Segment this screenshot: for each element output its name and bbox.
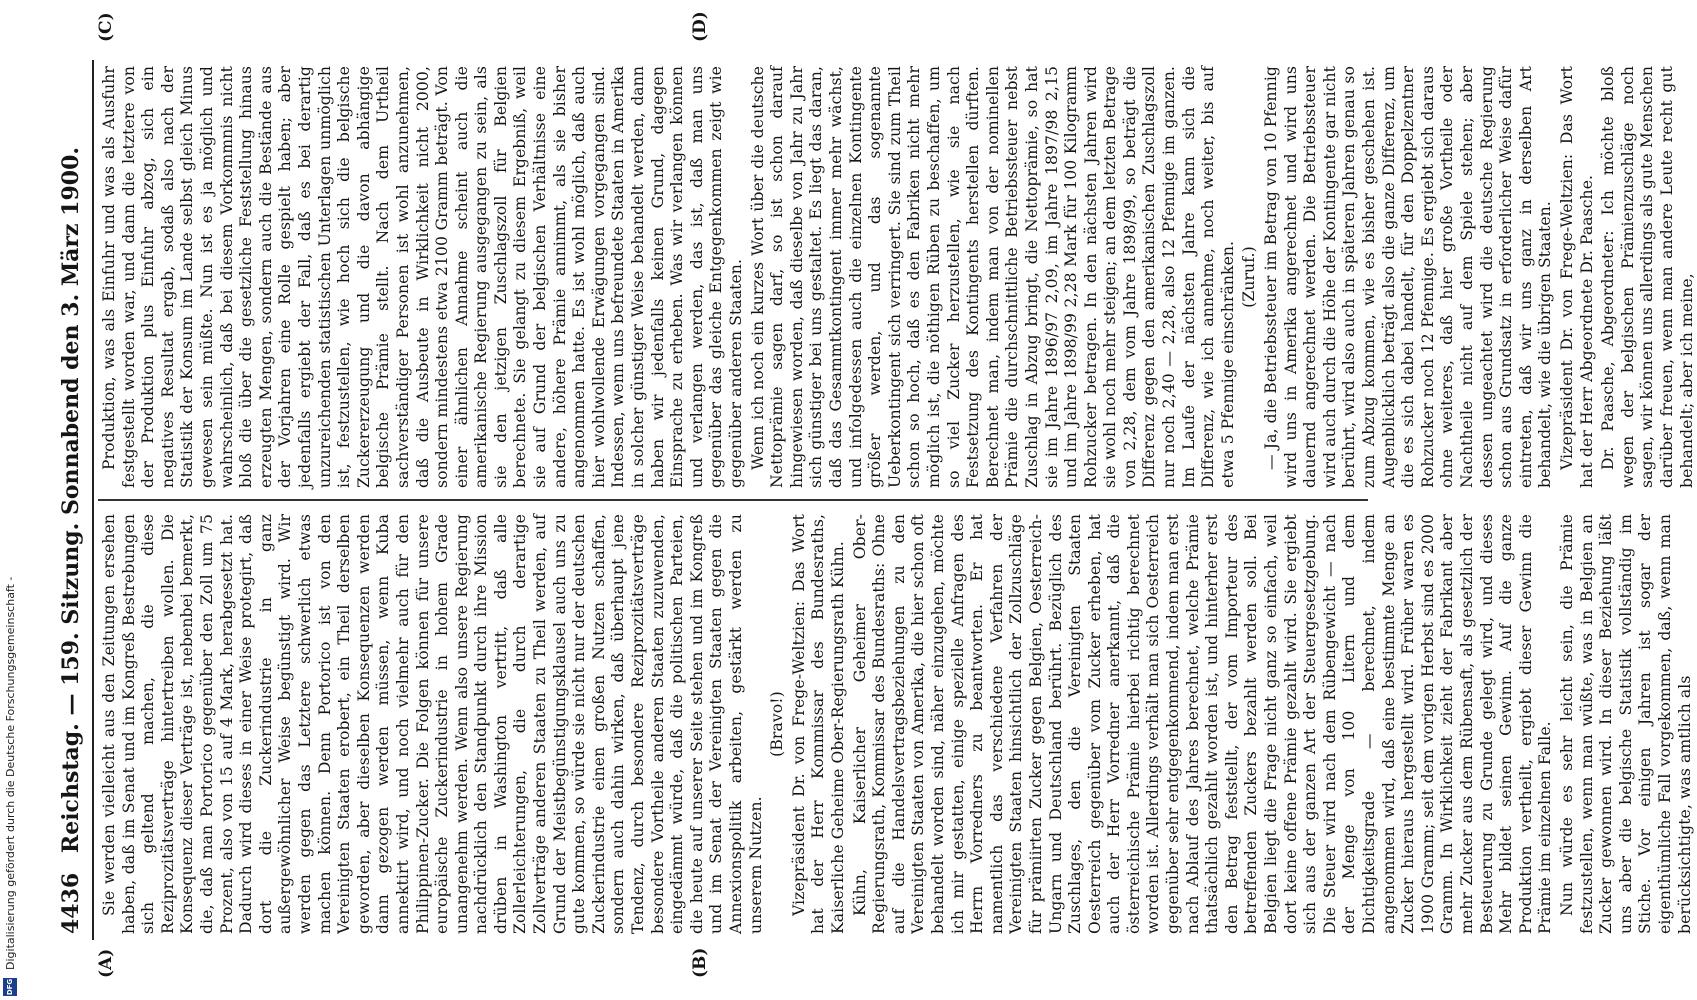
paragraph: Dr. Paasche, Abgeordneter: Ich möchte bloß wegen der belgischen Prämienzuschläge noch sagen, wir können uns allerdings als gute Menschen darüber freuen, wenn man andere Leute recht gut behandelt; aber ich meine, [1599, 66, 1696, 488]
left-column [100, 513, 1694, 934]
interjection: (Bravo!) [768, 691, 787, 757]
digitisation-note: Digitalisierung gefördert durch die Deutsche Forschungsgemeinschaft - [4, 576, 17, 970]
speaker-intro: Vizepräsident Dr. von Frege-Weltzien: Das Wort hat der Herr Kommissar des Bundesraths, Kaiserliche Geheime Ober-Regierungsrath Kühn. [789, 514, 847, 934]
paragraph: Wenn ich noch ein kurzes Wort über die deutsche Nettoprämie sagen darf, so ist schon darauf hingewiesen worden, daß dieselbe von Jahr zu Jahr sich günstiger bei uns gestaltet. Es liegt das daran, daß das Gesammtkontingent immer mehr wächst, und infolgedessen auch die einzelnen Kontingente größer werden, und das sogenannte Ueberkontingent sich verringert. Sie sind zum Theil schon so hoch, daß es den Fabriken nicht mehr möglich ist, die nöthigen Rüben zu beschaffen, um so viel Zucker herzustellen, wie sie nach Festsetzung des Kontingents herstellen dürften. Berechnet man, indem man von der nominellen Prämie die durchschnittliche Betriebssteuer nebst Zuschlag in Abzug bringt, die Nettoprämie, so hat sie im Jahre 1896/97 2,09, im Jahre 1897/98 2,15 und im Jahre 1898/99 2,28 Mark für 100 Kilogramm Rohzucker betragen. In den nächsten Jahren wird sie wohl noch mehr steigen; an dem letzten Betrage von 2,28, dem vom Jahre 1898/99, so beträgt die Differenz gegen den amerikanischen Zuschlagszoll nur noch 2,40 — 2,28, also 12 Pfennige im ganzen. Im Laufe der nächsten Jahre kann sich die Differenz, wie ich annehme, noch weiter, bis auf etwa 5 Pfennige einschränken. [748, 66, 1237, 488]
margin-marker-d: (D) [690, 11, 710, 42]
paragraph: Produktion, was als Einfuhr und was als Ausfuhr festgestellt worden war, und dann die letztere von der Produktion plus Einfuhr abzog, sich ein negatives Resultat ergab, sodaß also nach der Statistik der Konsum im Lande selbst gleich Minus gewesen sein müßte. Nun ist es ja möglich und wahrscheinlich, daß bei diesem Vorkommnis nicht bloß die über die gesetzliche Feststellung hinaus erzeugten Mengen, sondern auch die Bestände aus der Vorjahren eine Rolle gespielt haben; aber jedenfalls ergiebt der Fall, daß es bei derartig unzureichenden statistischen Unterlagen unmöglich ist, festzustellen, wie hoch sich die belgische Zuckererzeugung und die davon abhängige belgische Prämie stellt. Nach dem Urtheil sachverständiger Personen ist wohl anzunehmen, daß die Ausbeute in Wirklichkeit nicht 2000, sondern mindestens etwa 2100 Gramm beträgt. Von einer ähnlichen Annahme scheint auch die amerikanische Regierung ausgegangen zu sein, als sie den jetzigen Zuschlagszoll für Belgien berechnete. Sie gelangt zu diesem Ergebniß, weil sie auf Grund der belgischen Verhältnisse eine andere, höhere Prämie annimmt, als sie bisher angenommen hatte. Es ist wohl möglich, daß auch hier wohlwollende Erwägungen vorgegangen sind. Indessen, wenn uns befreundete Staaten in Amerika in solcher günstiger Weise behandelt werden, dann haben wir jedenfalls keinen Grund, dagegen Einsprache zu erheben. Was wir verlangen können und verlangen werden, das ist, daß man uns gegenüber das gleiche Entgegenkommen zeigt wie gegenüber anderen Staaten. [100, 66, 745, 488]
page-header [58, 60, 92, 940]
column-rule [98, 499, 1368, 501]
interjection: (Zuruf.) [1240, 246, 1259, 308]
speaker-intro: Vizepräsident Dr. von Frege-Weltzien: Das Wort hat der Herr Abgeordnete Dr. Paasche. [1557, 66, 1596, 488]
margin-marker-c: (C) [96, 12, 116, 42]
page-number: 4436 [58, 872, 84, 934]
paragraph: Sie werden vielleicht aus den Zeitungen ersehen haben, daß im Senat und im Kongreß Bestrebungen sich geltend machen, die diese Reziprozitätsverträge hintertreiben wollen. Die Konsequenz dieser Verträge ist, nebenbei bemerkt, die, daß man Portorico gegenüber den Zoll um 75 Prozent, also von 15 auf 4 Mark, herabgesetzt hat. Dadurch wird dieses in einer Weise protegirt, daß dort die Zuckerindustrie in ganz außergewöhnlicher Weise begünstigt wird. Wir werden gegen das Letztere schwerlich etwas machen können. Denn Portorico ist von den Vereinigten Staaten erobert, ein Theil derselben geworden, aber dieselben Konsequenzen werden dann gezogen werden müssen, wenn Kuba annektirt wird, und noch vielmehr auch für den Philippinen-Zucker. Die Folgen können für unsere europäische Zuckerindustrie in hohem Grade unangenehm werden. Wenn also unsere Regierung nachdrücklich den Standpunkt durch ihre Mission drüben in Washington vertritt, daß alle Zollerleichterungen, die durch derartige Zollverträge anderen Staaten zu Theil werden, auf Grund der Meistbegünstigungsklausel auch uns zu gute kommen, so würde sie nicht nur der deutschen Zuckerindustrie einen großen Nutzen schaffen, sondern auch dahin wirken, daß überhaupt jene Tendenz, durch besondere Reziprozitätsverträge besondere Vortheile anderen Staaten zuzuwenden, eingedämmt würde, daß die politischen Parteien, die heute auf unserer Seite stehen und im Kongreß und im Senat der Vereinigten Staaten gegen die Annexionspolitik arbeiten, gestärkt werden zu unserem Nutzen. [100, 514, 765, 934]
paragraph: Kühn, Kaiserlicher Geheimer Ober-Regierungsrath, Kommissar des Bundesraths: Ohne auf die Handelsvertragsbeziehungen zu den Vereinigten Staaten von Amerika, die hier schon oft behandelt worden sind, näher einzugehen, möchte ich mir gestatten, einige spezielle Anfragen des Herrn Vorredners zu beantworten. Er hat namentlich das verschiedene Verfahren der Vereinigten Staaten hinsichtlich der Zollzuschläge für prämiirten Zucker gegen Belgien, Oesterreich-Ungarn und Deutschland berührt. Bezüglich des Zuschlages, den die Vereinigten Staaten Oesterreich gegenüber vom Zucker erheben, hat auch der Herr Vorredner anerkannt, daß die österreichische Prämie hierbei richtig berechnet worden ist. Allerdings verhält man sich Oesterreich gegenüber sehr entgegenkommend, indem man erst nach Ablauf des Jahres berechnet, welche Prämie thatsächlich gezahlt worden ist, und hinterher erst den Betrag feststellt, der vom Importeur des betreffenden Zuckers bezahlt werden soll. Bei Belgien liegt die Frage nicht ganz so einfach, weil dort keine offene Prämie gezahlt wird. Sie ergiebt sich aus der ganzen Art der Steuergesetzgebung. Die Steuer wird nach dem Rübengewicht — nach der Menge von 100 Litern und dem Dichtigkeitsgrade — berechnet, indem angenommen wird, daß eine bestimmte Menge an Zucker hieraus hergestellt wird. Früher waren es 1900 Gramm; seit dem vorigen Herbst sind es 2000 Gramm. In Wirklichkeit zieht der Fabrikant aber mehr Zucker aus dem Rübensaft, als gesetzlich der Besteuerung zu Grunde gelegt wird, und dieses Mehr bildet seinen Gewinn. Auf die ganze Produktion vertheilt, ergiebt dieser Gewinn die Prämie im einzelnen Falle. [850, 513, 1555, 934]
dfg-logo-icon: DFG [3, 978, 17, 996]
right-column [100, 66, 1696, 488]
digitisation-credit [0, 0, 22, 1000]
margin-marker-a: (A) [96, 948, 116, 978]
paragraph: Nun würde es sehr leicht sein, die Prämie festzustellen, wenn man wüßte, was in Belgien an Zucker gewonnen wird. In dieser Beziehung läßt uns aber die belgische Statistik vollständig im Stiche. Vor einigen Jahren ist sogar der eigenthümliche Fall vorgekommen, daß, wenn man berücksichtigte, was amtlich als [1557, 514, 1694, 934]
running-title: Reichstag. — 159. Sitzung. Sonnabend den 3. März 1900. [58, 146, 84, 854]
margin-marker-b: (B) [690, 947, 710, 978]
header-rule [92, 60, 94, 940]
paragraph: — Ja, die Betriebssteuer im Betrag von 10 Pfennig wird uns in Amerika angerechnet und wird uns dauernd angerechnet werden. Die Betriebssteuer wird auch durch die Höhe der Kontingente gar nicht berührt, wird also auch in späteren Jahren genau so zum Abzug kommen, wie es bisher geschehen ist. Augenblicklich beträgt also die ganze Differenz, um die es sich dabei handelt, für den Doppelzentner Rohzucker noch 12 Pfennige. Es ergiebt sich daraus ohne weiteres, daß hier große Vortheile oder Nachtheile nicht auf dem Spiele stehen; aber dessen ungeachtet wird die deutsche Regierung schon aus Grundsatz in erforderlicher Weise dafür eintreten, daß wir uns ganz in derselben Art behandelt, wie die übrigen Staaten. [1262, 66, 1555, 488]
